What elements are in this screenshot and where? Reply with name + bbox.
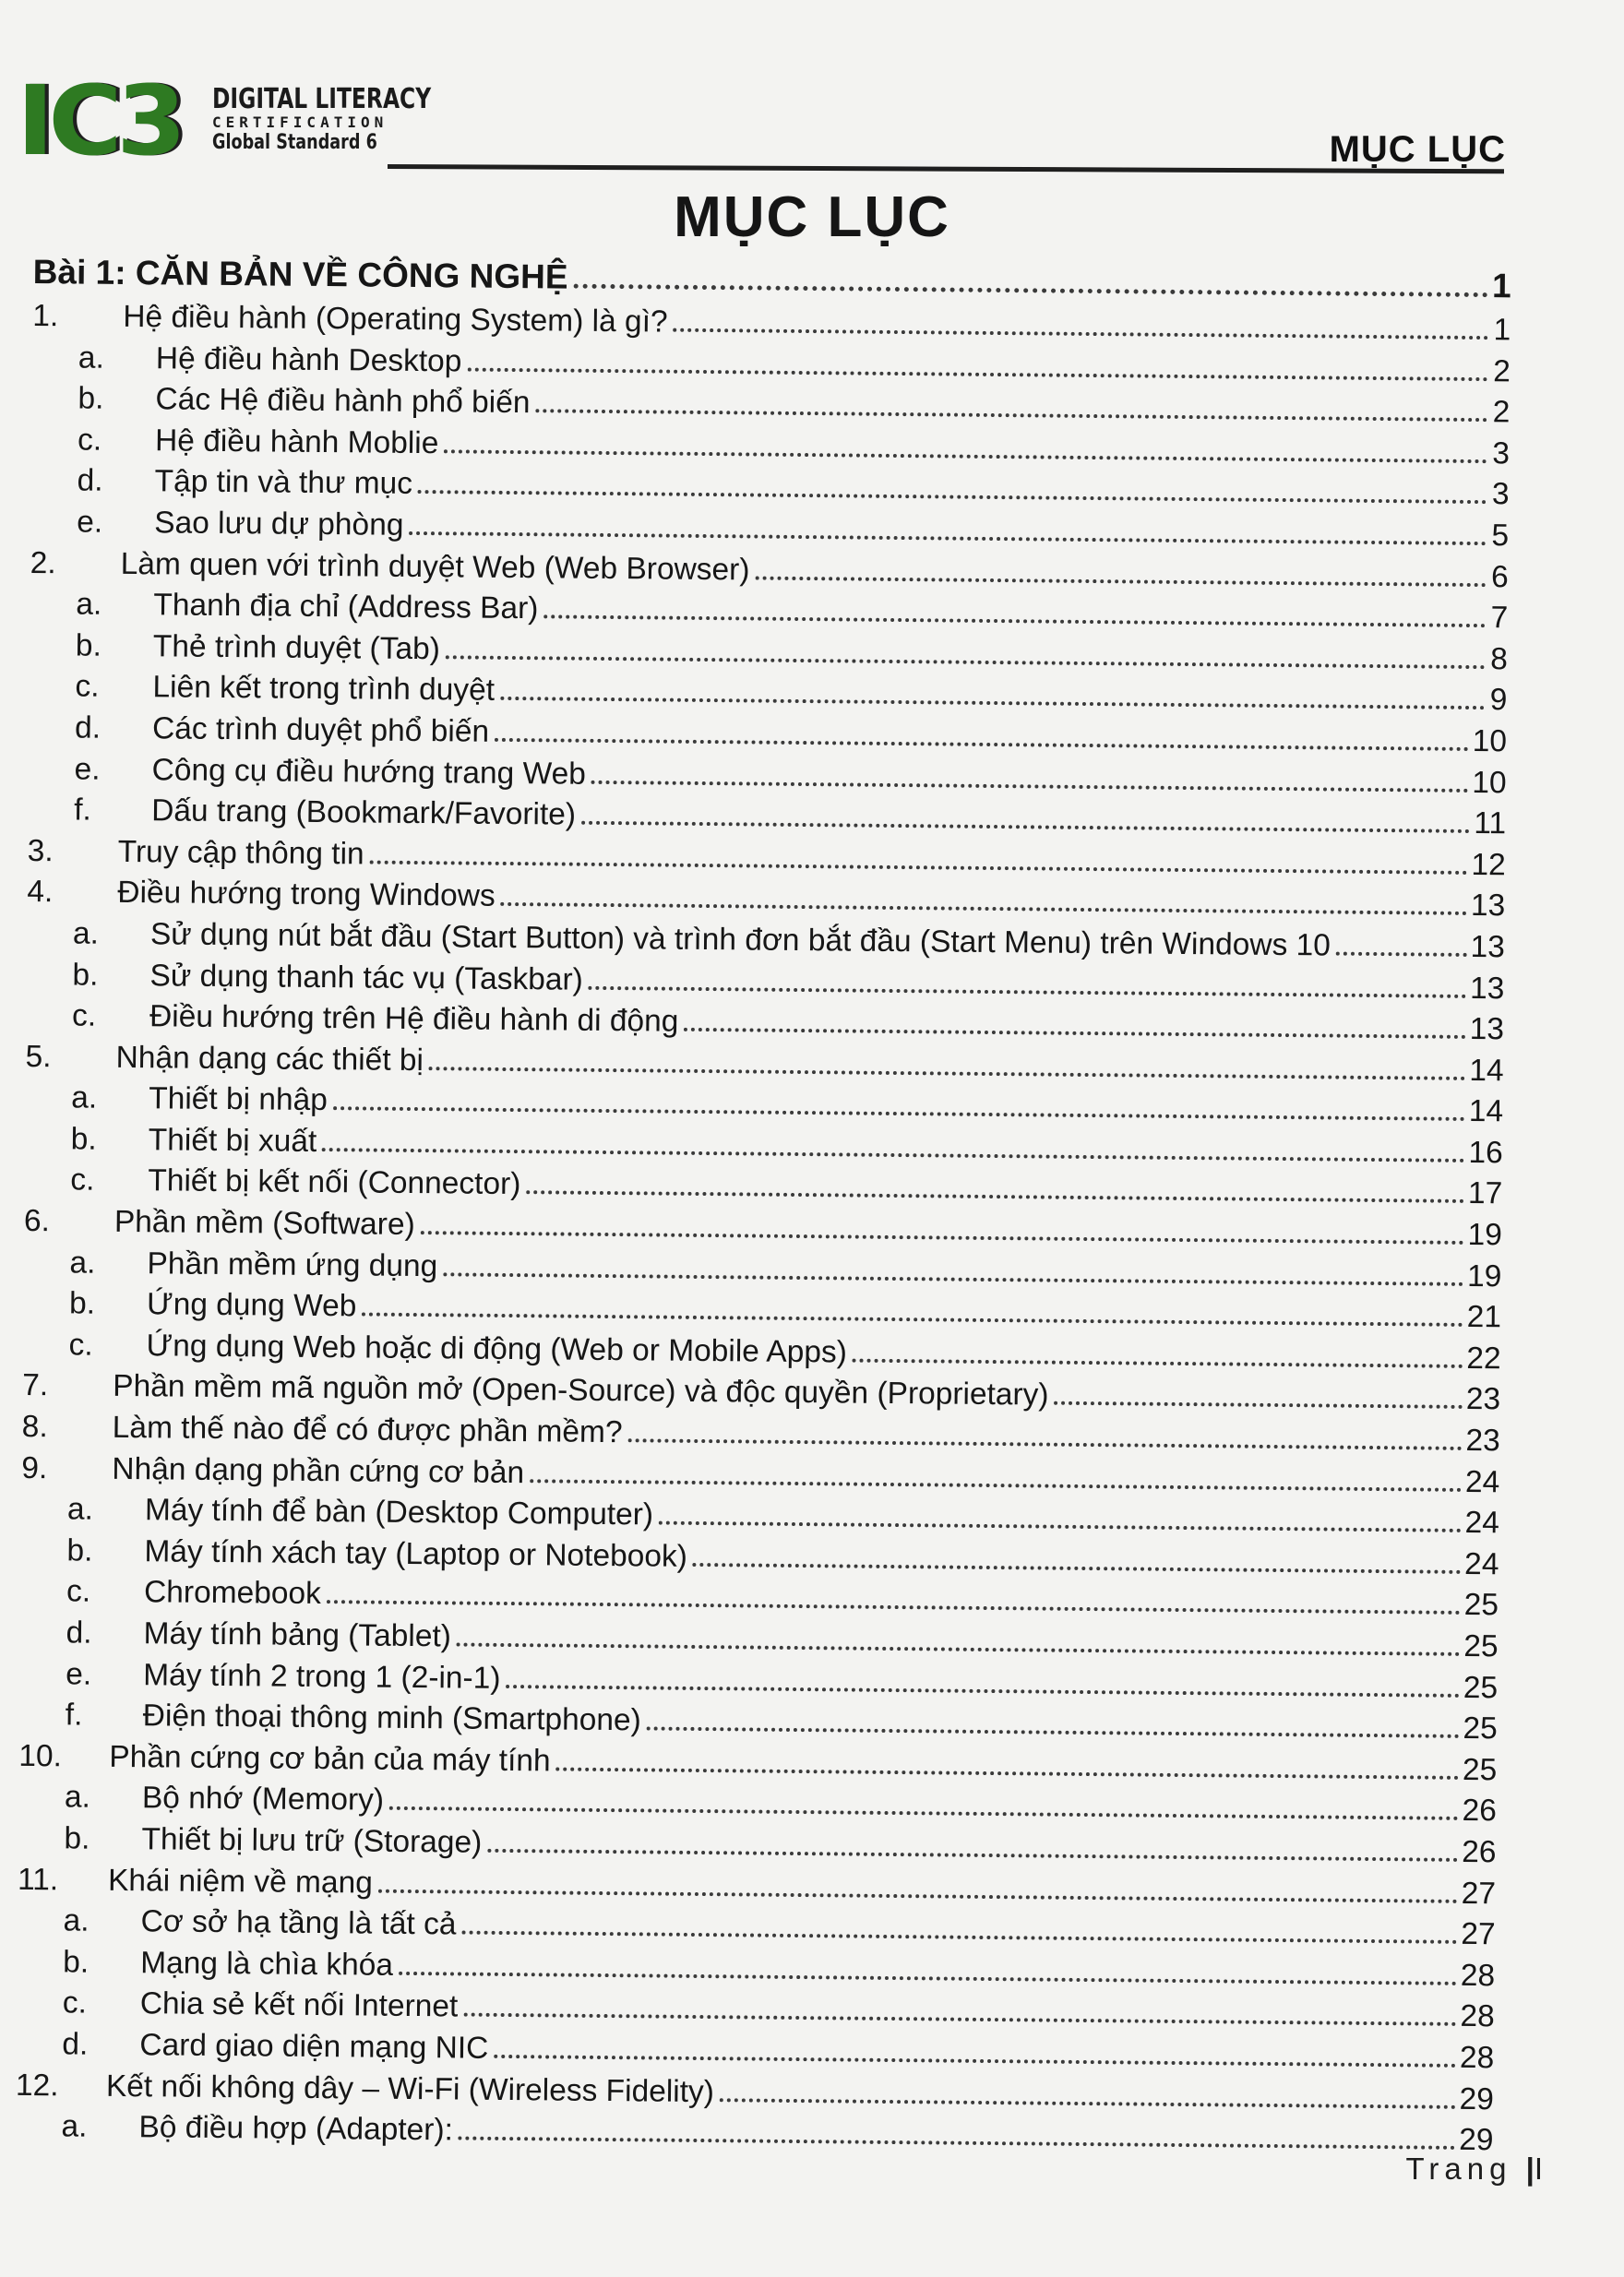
toc-entry-page: 14 [1468, 1094, 1504, 1129]
toc-entry-title: Điện thoại thông minh (Smartphone) [142, 1699, 641, 1738]
page-footer [1405, 2152, 1548, 2187]
toc-entry-title: Liên kết trong trình duyệt [152, 670, 496, 709]
toc-entry-page: 19 [1466, 1258, 1502, 1293]
toc-entry-page: 26 [1462, 1794, 1498, 1829]
toc-entry-number: c. [66, 1574, 91, 1610]
toc-dot-leader [409, 531, 1487, 545]
logo-line-global-standard: Global Standard 6 [212, 131, 377, 154]
toc-entry-page: 2 [1492, 395, 1511, 430]
toc-entry-number: b. [63, 1945, 90, 1980]
toc-entry-page: 27 [1461, 1917, 1496, 1952]
toc-dot-leader [333, 1106, 1465, 1121]
toc-entry-number: c. [75, 669, 100, 705]
toc-entry-title: Ứng dụng Web [146, 1287, 357, 1324]
table-of-contents [15, 253, 1511, 2164]
toc-entry-page: 28 [1460, 1999, 1495, 2034]
footer-label: Trang [1405, 2152, 1512, 2186]
toc-entry-number: a. [69, 1246, 96, 1281]
toc-entry-title: Các Hệ điều hành phổ biến [155, 382, 531, 421]
toc-entry-title: Máy tính xách tay (Laptop or Notebook) [144, 1534, 688, 1574]
toc-entry-title: Thiết bị xuất [148, 1123, 317, 1159]
toc-dot-leader [389, 1806, 1459, 1820]
toc-entry-page: 8 [1490, 641, 1509, 677]
toc-entry-title: Thanh địa chỉ (Address Bar) [153, 588, 539, 626]
toc-entry-page: 24 [1464, 1506, 1500, 1541]
toc-entry-number: 9. [21, 1450, 48, 1485]
toc-entry-title: Làm thế nào để có được phần mềm? [112, 1410, 623, 1450]
toc-entry-number: 4. [27, 875, 54, 910]
toc-entry-page: 25 [1463, 1670, 1499, 1705]
toc-entry-number: b. [75, 628, 102, 663]
toc-entry-title: Nhận dạng phần cứng cơ bản [112, 1451, 525, 1490]
toc-entry-page: 1 [1493, 313, 1511, 348]
logo-mark: IC3 [17, 65, 181, 177]
toc-dot-leader [421, 1231, 1464, 1245]
toc-entry-number: 2. [30, 545, 56, 580]
toc-entry-page: 19 [1467, 1218, 1503, 1253]
toc-entry-number: b. [70, 1122, 97, 1157]
toc-entry-title: Thiết bị nhập [149, 1081, 328, 1118]
toc-entry-title: Điều hướng trên Hệ điều hành di động [149, 999, 679, 1039]
toc-entry-number: c. [77, 423, 102, 458]
toc-dot-leader [589, 985, 1466, 997]
toc-entry-page: 27 [1461, 1876, 1497, 1911]
toc-entry-number: a. [78, 340, 105, 376]
toc-entry-title: Thiết bị kết nối (Connector) [148, 1163, 521, 1202]
toc-entry-title: Tập tin và thư mục [154, 464, 413, 502]
toc-entry-page: 25 [1462, 1752, 1498, 1788]
toc-entry-number: 12. [15, 2068, 59, 2103]
toc-entry-title: Làm quen với trình duyệt Web (Web Browser) [120, 546, 750, 588]
toc-entry-page: 16 [1468, 1135, 1503, 1171]
toc-entry-page: 26 [1461, 1834, 1497, 1870]
toc-entry-title: Máy tính bảng (Tablet) [143, 1616, 452, 1654]
toc-dot-leader [591, 780, 1468, 792]
toc-dot-leader [573, 284, 1488, 298]
toc-entry-number: d. [66, 1615, 92, 1651]
footer-separator: | [1525, 2152, 1534, 2186]
toc-entry-title: Mạng là chìa khóa [140, 1945, 394, 1983]
toc-dot-leader [461, 1931, 1457, 1944]
toc-entry-number: 8. [21, 1409, 48, 1445]
toc-entry-title: Chromebook [143, 1575, 322, 1612]
toc-entry-number: a. [63, 1903, 90, 1938]
toc-entry-page: 13 [1470, 929, 1506, 965]
toc-entry-number: 11. [17, 1862, 59, 1897]
toc-entry-title: Máy tính để bàn (Desktop Computer) [144, 1493, 654, 1532]
toc-dot-leader [459, 2137, 1455, 2150]
toc-entry-title: Công cụ điều hướng trang Web [151, 752, 587, 792]
toc-entry-page: 13 [1469, 971, 1505, 1006]
toc-dot-leader [556, 1767, 1459, 1779]
toc-entry-page: 11 [1474, 806, 1507, 841]
toc-dot-leader [755, 576, 1486, 587]
toc-entry-number: a. [61, 2109, 88, 2144]
toc-entry-number: d. [74, 710, 102, 745]
toc-dot-leader [647, 1727, 1460, 1738]
toc-entry-page: 21 [1466, 1300, 1502, 1335]
toc-entry-number: b. [78, 381, 104, 416]
toc-entry-title: Hệ điều hành (Operating System) là gì? [123, 299, 668, 340]
toc-dot-leader [535, 409, 1487, 422]
toc-entry-number: b. [68, 1286, 96, 1321]
header-label: MỤC LỤC [1329, 129, 1506, 170]
toc-dot-leader [429, 1067, 1465, 1080]
toc-entry-page: 2 [1493, 353, 1511, 388]
toc-entry-title: Bài 1: CĂN BẢN VỀ CÔNG NGHỆ [32, 253, 568, 296]
toc-entry-page: 14 [1469, 1053, 1504, 1089]
toc-entry-number: 3. [27, 833, 54, 868]
toc-entry-number: e. [77, 505, 103, 540]
toc-entry-number: b. [72, 957, 99, 993]
toc-entry-page: 23 [1465, 1423, 1500, 1459]
toc-entry-number: a. [76, 587, 102, 622]
toc-entry-title: Phần mềm mã nguồn mở (Open-Source) và độc quyền (Proprietary) [113, 1369, 1049, 1413]
toc-entry-title: Kết nối không dây – Wi-Fi (Wireless Fidelity) [105, 2068, 715, 2109]
toc-entry-title: Hệ điều hành Desktop [155, 340, 462, 379]
toc-dot-leader [487, 1849, 1458, 1862]
toc-dot-leader [327, 1601, 1461, 1615]
toc-entry-number: f. [74, 793, 92, 828]
toc-entry-title: Bộ điều hợp (Adapter): [138, 2110, 454, 2148]
toc-entry-title: Sao lưu dự phòng [154, 506, 404, 542]
toc-dot-leader [659, 1521, 1462, 1532]
toc-entry-page: 3 [1492, 435, 1511, 471]
toc-dot-leader [378, 1889, 1458, 1902]
toc-entry-number: 1. [32, 298, 59, 334]
toc-entry-number: b. [64, 1821, 90, 1856]
toc-entry-page: 10 [1472, 723, 1508, 759]
toc-entry-title: Máy tính 2 trong 1 (2-in-1) [143, 1657, 501, 1696]
toc-dot-leader [443, 1272, 1463, 1286]
toc-dot-leader [495, 738, 1469, 751]
toc-entry-page: 23 [1465, 1382, 1501, 1417]
toc-entry-title: Hệ điều hành Moblie [154, 423, 439, 461]
toc-entry-title: Dấu trang (Bookmark/Favorite) [151, 793, 577, 832]
toc-dot-leader [362, 1313, 1463, 1327]
toc-entry-title: Nhận dạng các thiết bị [115, 1040, 424, 1078]
toc-entry-page: 12 [1471, 847, 1506, 883]
toc-entry-page: 17 [1467, 1176, 1503, 1211]
toc-entry-title: Khái niệm về mạng [107, 1863, 374, 1901]
toc-dot-leader [463, 2013, 1456, 2026]
page-title: MỤC LỤC [674, 185, 950, 249]
toc-entry-title: Truy cập thông tin [117, 834, 364, 872]
toc-entry-page: 28 [1459, 2040, 1495, 2076]
toc-entry-page: 29 [1459, 2081, 1495, 2116]
toc-entry-page: 5 [1491, 519, 1510, 554]
footer-page-number: I [1534, 2152, 1548, 2186]
toc-entry-number: c. [68, 1328, 93, 1363]
toc-entry-title: Chia sẻ kết nối Internet [139, 1986, 459, 2024]
toc-dot-leader [418, 490, 1487, 504]
toc-entry-page: 1 [1491, 267, 1511, 305]
toc-entry-title: Sử dụng nút bắt đầu (Start Button) và trình đơn bắt đầu (Start Menu) trên Windows 10 [149, 917, 1331, 963]
toc-dot-leader [494, 2055, 1456, 2068]
toc-entry-page: 13 [1470, 888, 1506, 924]
toc-entry-number: a. [71, 1080, 98, 1115]
toc-dot-leader [684, 1028, 1465, 1039]
toc-dot-leader [446, 655, 1486, 669]
toc-entry-title: Phần mềm ứng dụng [147, 1246, 438, 1283]
toc-dot-leader [627, 1438, 1462, 1450]
toc-entry-title: Thẻ trình duyệt (Tab) [152, 629, 441, 667]
toc-entry-title: Thiết bị lưu trữ (Storage) [141, 1822, 483, 1860]
toc-dot-leader [543, 614, 1486, 627]
toc-entry-number: d. [77, 463, 103, 499]
toc-entry-number: a. [72, 916, 100, 951]
toc-dot-leader [322, 1148, 1464, 1162]
toc-dot-leader [506, 1685, 1459, 1698]
toc-entry-number: 5. [25, 1039, 52, 1074]
toc-dot-leader [467, 367, 1487, 381]
toc-entry-page: 7 [1490, 601, 1509, 636]
toc-entry-number: a. [64, 1780, 91, 1816]
toc-entry-number: e. [74, 751, 101, 787]
toc-dot-leader [1054, 1401, 1462, 1409]
toc-entry-page: 10 [1472, 765, 1507, 800]
toc-dot-leader [457, 1642, 1460, 1655]
toc-entry-number: 6. [23, 1204, 51, 1239]
ic3-logo [17, 65, 432, 177]
toc-dot-leader [500, 697, 1485, 709]
toc-dot-leader [501, 902, 1467, 915]
logo-line-digital-literacy: DIGITAL LITERACY [212, 83, 432, 115]
toc-entry-number: b. [66, 1533, 93, 1568]
toc-entry-title: Ứng dụng Web hoặc di động (Web or Mobile Apps) [146, 1329, 848, 1370]
toc-entry-number: a. [66, 1492, 94, 1527]
toc-entry-title: Bộ nhớ (Memory) [141, 1781, 385, 1818]
toc-entry-page: 6 [1490, 559, 1509, 594]
toc-entry-page: 25 [1463, 1711, 1498, 1746]
logo-text [212, 83, 432, 155]
toc-entry-page: 25 [1463, 1628, 1499, 1664]
toc-entry-title: Phần mềm (Software) [113, 1204, 415, 1243]
toc-dot-leader [674, 328, 1489, 340]
toc-entry-number: 10. [18, 1738, 63, 1774]
toc-dot-leader [526, 1191, 1464, 1204]
toc-entry-page: 24 [1464, 1464, 1500, 1499]
toc-entry-title: Điều hướng trong Windows [117, 876, 496, 914]
toc-entry-number: c. [71, 998, 97, 1033]
toc-entry-title: Các trình duyệt phổ biến [151, 711, 490, 749]
toc-entry-page: 24 [1463, 1546, 1499, 1582]
toc-dot-leader [399, 1972, 1457, 1985]
toc-entry-number: c. [70, 1162, 95, 1198]
toc-dot-leader [370, 860, 1468, 874]
toc-dot-leader [853, 1358, 1463, 1367]
toc-entry-page: 22 [1466, 1341, 1501, 1377]
toc-dot-leader [530, 1479, 1462, 1492]
toc-entry-title: Cơ sở hạ tầng là tất cả [140, 1904, 457, 1942]
toc-entry-title: Sử dụng thanh tác vụ (Taskbar) [149, 958, 583, 997]
toc-entry-number: d. [62, 2027, 89, 2062]
toc-dot-leader [581, 821, 1470, 833]
toc-entry-number: f. [65, 1698, 83, 1733]
toc-entry-page: 28 [1460, 1958, 1496, 1994]
toc-entry-page: 25 [1463, 1588, 1499, 1623]
toc-dot-leader [693, 1563, 1461, 1574]
toc-dot-leader [444, 449, 1487, 463]
toc-entry-title: Phần cứng cơ bản của máy tính [109, 1739, 551, 1779]
toc-dot-leader [720, 2098, 1456, 2109]
toc-entry-page: 9 [1489, 683, 1508, 718]
logo-line-certification: CERTIFICATION [212, 113, 388, 131]
toc-entry-page: 3 [1491, 477, 1510, 512]
toc-entry-number: c. [62, 1985, 88, 2021]
toc-entry-number: e. [66, 1657, 92, 1692]
toc-entry-page: 29 [1458, 2123, 1494, 2158]
toc-entry-title: Card giao diện mạng NIC [139, 2028, 489, 2066]
toc-entry-page: 13 [1469, 1012, 1505, 1047]
toc-entry-number: 7. [22, 1368, 49, 1403]
toc-dot-leader [1336, 951, 1467, 956]
